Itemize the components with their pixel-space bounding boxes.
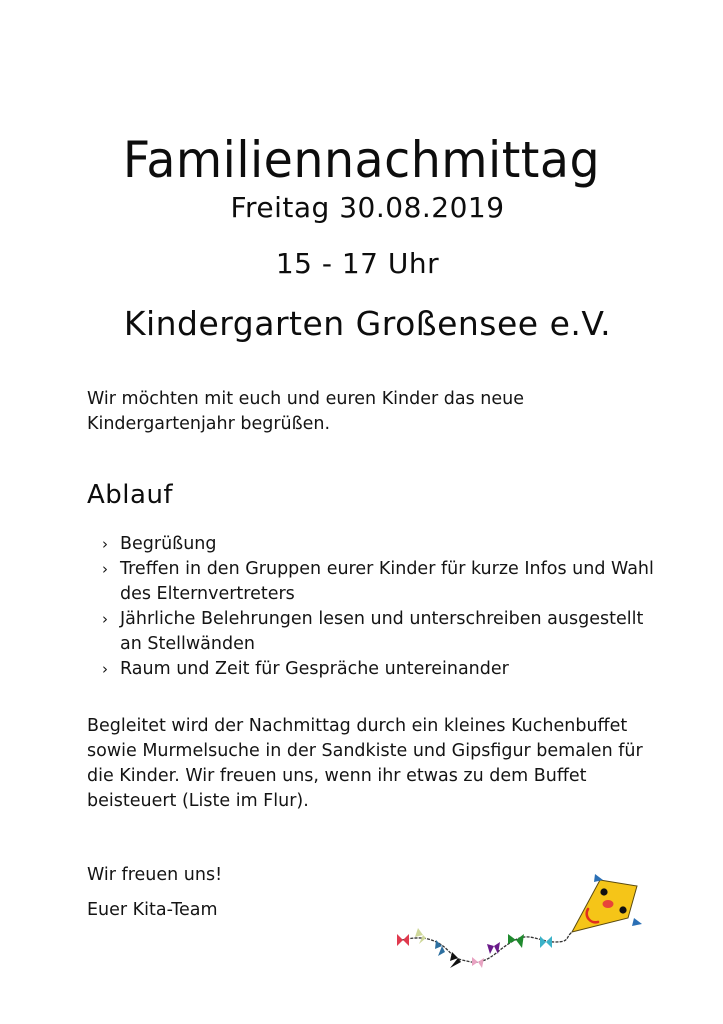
event-time: 15 - 17 Uhr xyxy=(275,247,440,280)
agenda-item-text: Raum und Zeit für Gespräche untereinander xyxy=(120,659,509,679)
intro-paragraph: Wir möchten mit euch und euren Kinder das neue Kindergartenjahr begrüßen. xyxy=(87,389,524,434)
agenda-item xyxy=(102,607,662,657)
chevron-right-icon: › xyxy=(102,560,108,578)
flyer-title: Familiennachmittag xyxy=(122,130,601,189)
kite-icon xyxy=(390,860,650,970)
agenda-item xyxy=(102,657,662,682)
signoff-signature: Euer Kita-Team xyxy=(87,900,218,920)
agenda-item-text: Begrüßung xyxy=(120,534,217,554)
closing-paragraph: Begleitet wird der Nachmittag durch ein kleines Kuchenbuffet sowie Murmelsuche in der Sandkiste und Gipsfigur bemalen für die Kinder. Wir freuen uns, wenn ihr etwas zu dem Buffet beisteuert (Liste im Flur). xyxy=(87,716,643,811)
agenda-list xyxy=(102,532,662,682)
chevron-right-icon: › xyxy=(102,610,108,628)
agenda-item-text: Jährliche Belehrungen lesen und unterschreiben ausgestellt an Stellwänden xyxy=(120,609,644,654)
signoff-greeting: Wir freuen uns! xyxy=(87,865,223,885)
agenda-item xyxy=(102,557,662,607)
kite-illustration xyxy=(390,860,650,970)
agenda-item-text: Treffen in den Gruppen eurer Kinder für kurze Infos und Wahl des Elternvertreters xyxy=(120,559,654,604)
agenda-item xyxy=(102,532,662,557)
event-date: Freitag 30.08.2019 xyxy=(230,191,505,224)
chevron-right-icon: › xyxy=(102,535,108,553)
organization-name: Kindergarten Großensee e.V. xyxy=(123,304,612,343)
agenda-heading: Ablauf xyxy=(87,480,174,510)
chevron-right-icon: › xyxy=(102,660,108,678)
